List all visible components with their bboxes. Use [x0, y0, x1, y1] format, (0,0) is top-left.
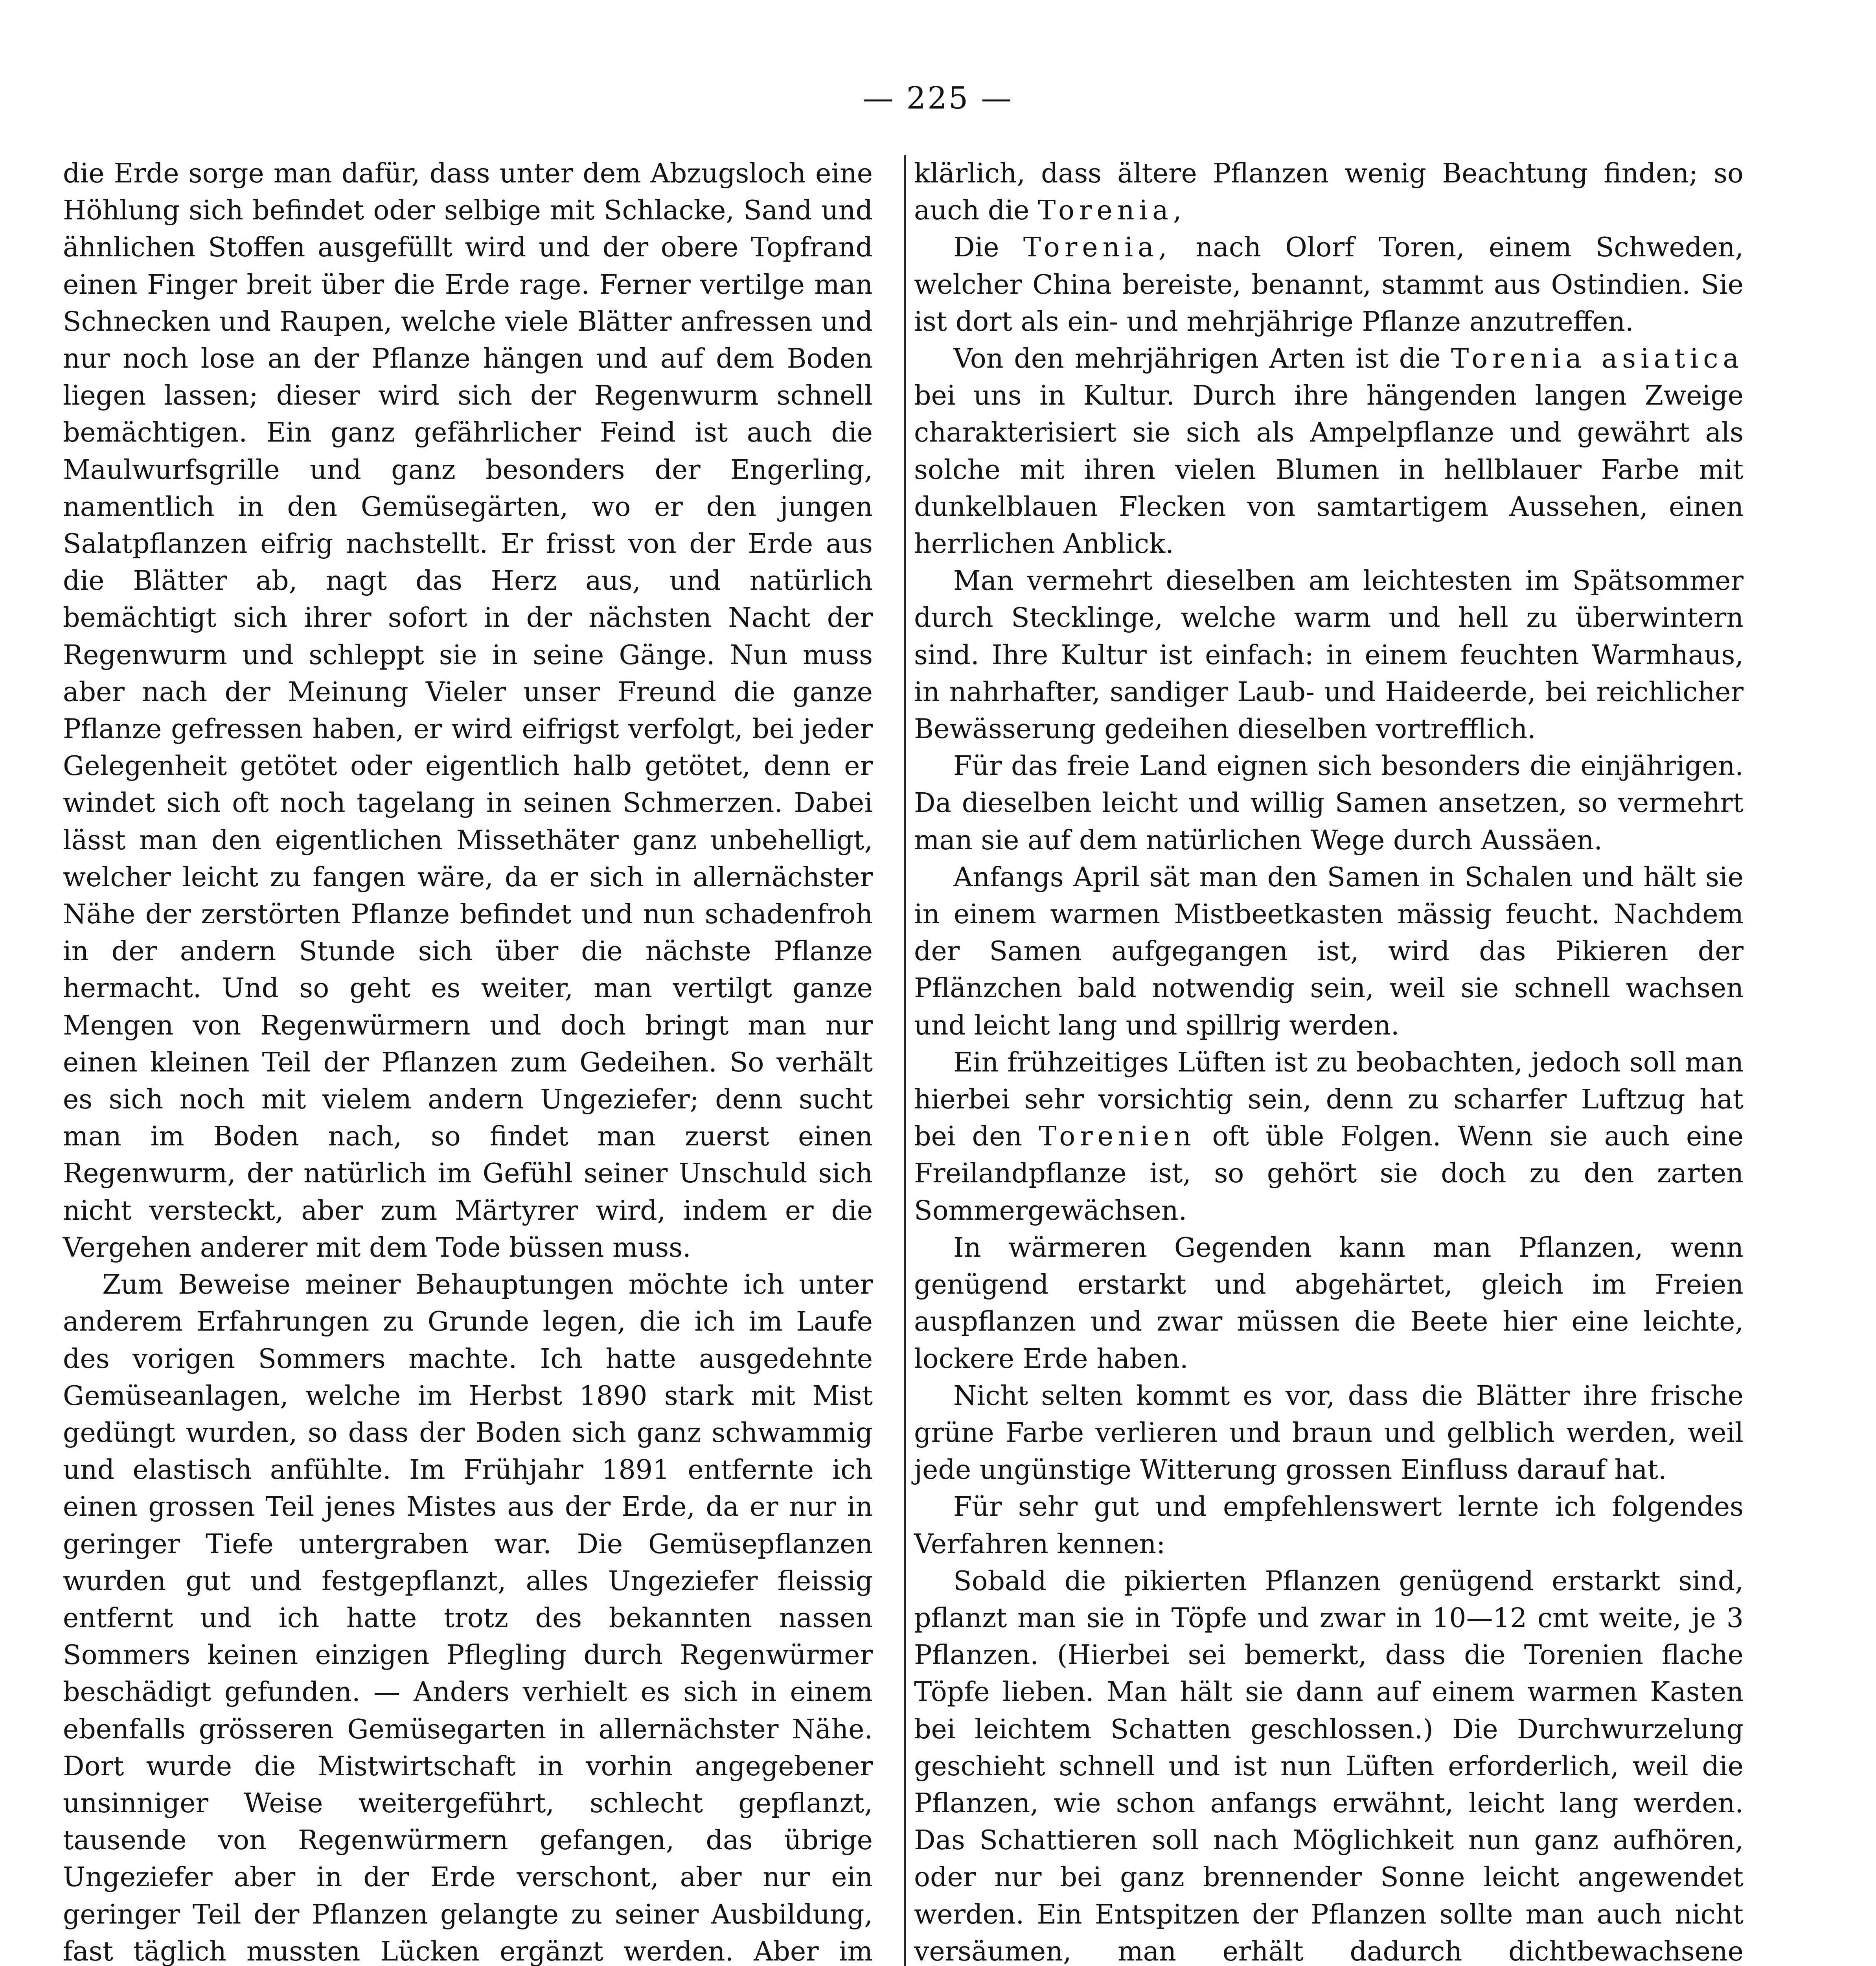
column-divider — [904, 155, 906, 1966]
plant-name: Torenien — [1039, 1121, 1196, 1152]
left-column — [63, 155, 873, 1966]
plant-name: Torenia, — [1037, 195, 1186, 226]
paragraph-text: Die — [953, 232, 999, 263]
paragraph-text: bei uns in Kultur. Durch ihre hängenden langen Zweige charakterisiert sie sich als Ampelpflanze und gewährt als solche mit ihren vielen Blumen in hellblauer Farbe mit dunkelblauen Flecken von samtartigem Aussehen, einen herrlichen Anblick. — [914, 380, 1744, 560]
paragraph: Nicht selten kommt es vor, dass die Blätter ihre frische grüne Farbe verlieren und braun und gelblich werden, weil jede ungünstige Witterung grossen Einfluss darauf hat. — [914, 1380, 1744, 1486]
paragraph — [914, 1044, 1744, 1230]
paragraph-text: Von den mehrjährigen Arten ist die — [953, 343, 1441, 375]
paragraph — [914, 155, 1744, 229]
right-column — [914, 155, 1744, 1966]
plant-name: Torenia, — [1023, 232, 1172, 263]
paragraph: Sobald die pikierten Pflanzen genügend erstarkt sind, pflanzt man sie in Töpfe und zwar in 10—12 cmt weite, je 3 Pflanzen. (Hierbei sei bemerkt, dass die Torenien flache Töpfe lieben. Man hält sie dann auf einem warmen Kasten bei leichtem Schatten geschlossen.) Die Durchwurzelung geschieht schnell und ist nun Lüften erforderlich, weil die Pflanzen, wie schon anfangs erwähnt, leicht lang werden. Das Schattieren soll nach Möglichkeit nun ganz aufhören, oder nur bei ganz brennender Sonne leicht angewendet werden. Ein Entspitzen der Pflanzen sollte man auch nicht versäumen, man erhält dadurch dichtbewachsene — [914, 1565, 1744, 1966]
paragraph: Für das freie Land eignen sich besonders die einjährigen. Da dieselben leicht und willig Samen ansetzen, so vermehrt man sie auf dem natürlichen Wege durch Aussäen. — [914, 751, 1744, 856]
paragraph-text: klärlich, dass ältere Pflanzen wenig Beachtung finden; so auch die — [914, 158, 1744, 226]
paragraph: die Erde sorge man dafür, dass unter dem Abzugsloch eine Höhlung sich befindet oder selbige mit Schlacke, Sand und ähnlichen Stoffen ausgefüllt wird und der obere Topfrand einen Finger breit über die Erde rage. Ferner vertilge man Schnecken und Raupen, welche viele Blätter anfressen und nur noch lose an der Pflanze hängen und auf dem Boden liegen lassen; dieser wird sich der Regenwurm schnell bemächtigen. Ein ganz gefährlicher Feind ist auch die Maulwurfsgrille und ganz besonders der Engerling, namentlich in den Gemüsegärten, wo er den jungen Salatpflanzen eifrig nachstellt. Er frisst von der Erde aus die Blätter ab, nagt das Herz aus, und natürlich bemächtigt sich ihrer sofort in der nächsten Nacht der Regenwurm und schleppt sie in seine Gänge. Nun muss aber nach der Meinung Vieler unser Freund die ganze Pflanze gefressen haben, er wird eifrigst verfolgt, bei jeder Gelegenheit getötet oder eigentlich halb getötet, denn er windet sich oft noch tagelang in seinen Schmerzen. Dabei lässt man den eigentlichen Missethäter ganz unbehelligt, welcher leicht zu fangen wäre, da er sich in allernächster Nähe der zerstörten Pflanze befindet und nun schadenfroh in der andern Stunde sich über die nächste Pflanze hermacht. Und so geht es weiter, man vertilgt ganze Mengen von Regenwürmern und doch bringt man nur einen kleinen Teil der Pflanzen zum Gedeihen. So verhält es sich noch mit vielem andern Ungeziefer; denn sucht man im Boden nach, so findet man zuerst einen Regenwurm, der natürlich im Gefühl seiner Unschuld sich nicht versteckt, aber zum Märtyrer wird, indem er die Vergehen anderer mit dem Tode büssen muss. — [63, 158, 873, 1263]
paragraph: Zum Beweise meiner Behauptungen möchte ich unter anderem Erfahrungen zu Grunde legen, die ich im Laufe des vorigen Sommers machte. Ich hatte ausgedehnte Gemüseanlagen, welche im Herbst 1890 stark mit Mist gedüngt wurden, so dass der Boden sich ganz schwammig und elastisch anfühlte. Im Frühjahr 1891 entfernte ich einen grossen Teil jenes Mistes aus der Erde, da er nur in geringer Tiefe untergraben war. Die Gemüsepflanzen wurden gut und festgepflanzt, alles Ungeziefer fleissig entfernt und ich hatte trotz des bekannten nassen Sommers keinen einzigen Pflegling durch Regenwürmer beschädigt gefunden. — Anders verhielt es sich in einem ebenfalls grösseren Gemüsegarten in allernächster Nähe. Dort wurde die Mistwirtschaft in vorhin angegebener unsinniger Weise weitergeführt, schlecht gepflanzt, tausende von Regenwürmern gefangen, das übrige Ungeziefer aber in der Erde verschont, aber nur ein geringer Teil der Pflanzen gelangte zu seiner Ausbildung, fast täglich mussten Lücken ergänzt werden. Aber im — [63, 1269, 873, 1966]
page-number: — 225 — — [863, 81, 1013, 116]
paragraph — [914, 229, 1744, 341]
paragraph: Anfangs April sät man den Samen in Schalen und hält sie in einem warmen Mistbeetkasten mässig feucht. Nachdem der Samen aufgegangen ist, wird das Pikieren der Pflänzchen bald notwendig sein, weil sie schnell wachsen und leicht lang und spillrig werden. — [914, 862, 1744, 1041]
paragraph-text: oft üble Folgen. Wenn sie auch eine Freilandpflanze ist, so gehört sie doch zu den zarten Sommergewächsen. — [914, 1121, 1744, 1226]
paragraph: Für sehr gut und empfehlenswert lernte ich folgendes Verfahren kennen: — [914, 1491, 1744, 1560]
paragraph: Man vermehrt dieselben am leichtesten im Spätsommer durch Stecklinge, welche warm und hell zu überwintern sind. Ihre Kultur ist einfach: in einem feuchten Warmhaus, in nahrhafter, sandiger Laub- und Haideerde, bei reichlicher Bewässerung gedeihen dieselben vortrefflich. — [914, 565, 1744, 745]
paragraph-text: Ein frühzeitiges Lüften ist zu beobachten, jedoch soll man hierbei sehr vorsichtig sein, denn zu scharfer Luftzug hat bei den — [914, 1047, 1744, 1152]
paragraph — [914, 341, 1744, 563]
plant-name: Torenia asiatica — [1451, 343, 1744, 375]
paragraph-text: nach Olorf Toren, einem Schweden, welcher China bereiste, benannt, stammt aus Ostindien. Sie ist dort als ein- und mehrjährige Pflanze anzutreffen. — [914, 232, 1744, 337]
paragraph: In wärmeren Gegenden kann man Pflanzen, wenn genügend erstarkt und abgehärtet, gleich im Freien auspflanzen und zwar müssen die Beete hier eine leichte, lockere Erde haben. — [914, 1232, 1744, 1375]
